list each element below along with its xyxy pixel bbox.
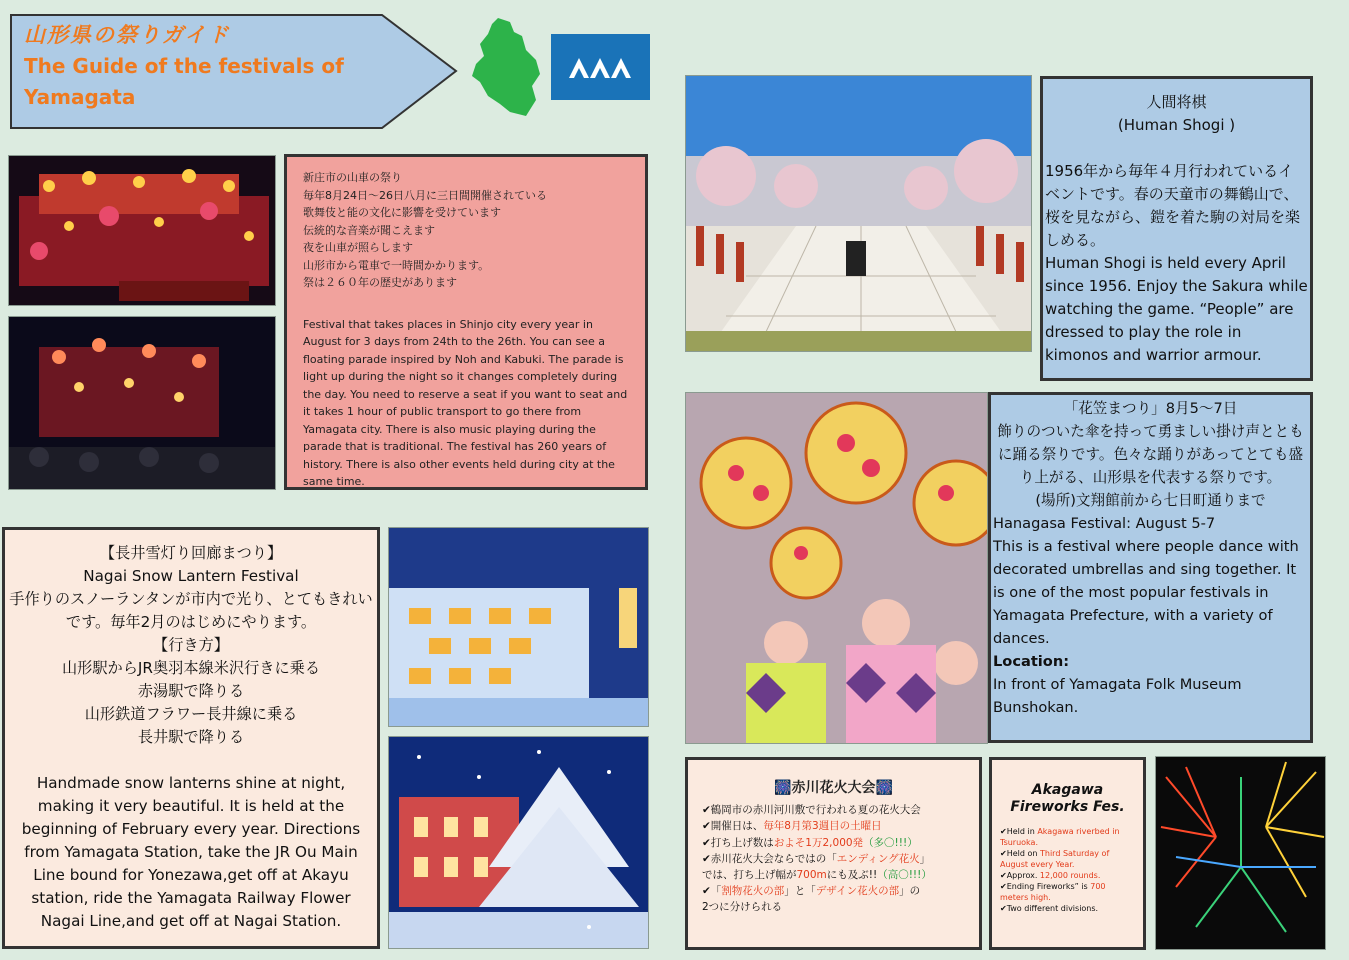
hanagasa-title: 「花笠まつり」8月5〜7日 — [1063, 400, 1238, 417]
hanagasa-en-desc: This is a festival where people dance with decorated umbrellas and sing together. It is one of the most popular festivals in Yamagata Prefecture, with a variety of dances. — [993, 538, 1299, 647]
akagawa-jp-highlight: 毎年8月第3週目の土曜日 — [763, 820, 882, 833]
hanagasa-box — [988, 392, 1313, 743]
shinjo-jp-line: 山形市から電車で一時間かかります。 — [303, 258, 490, 272]
nagai-access-title: 【行き方】 — [153, 636, 229, 654]
akagawa-jp-text: ✔打ち上げ数は — [702, 836, 774, 849]
shinjo-jp-line: 新庄市の山車の祭り — [303, 171, 402, 184]
nagai-access-line: 長井駅で降りる — [137, 728, 245, 746]
akagawa-en-line — [1000, 870, 1135, 881]
shinjo-jp-text — [303, 169, 629, 292]
akagawa-en-text: ✔Held in — [1000, 827, 1038, 836]
akagawa-jp-text: 」 — [919, 852, 931, 865]
shogi-en-text: Human Shogi is held every April since 1956. Enjoy the Sakura while watching the game. “People” are dressed to play the role in kimonos and warrior armour. — [1045, 254, 1308, 364]
nagai-jp-desc: 手作りのスノーランタンが市内で光り、とてもきれいです。毎年2月のはじめにやります。 — [9, 590, 373, 631]
akagawa-en-highlight: 12,000 rounds. — [1039, 871, 1101, 880]
akagawa-en-line — [1000, 881, 1135, 903]
shinjo-jp-line: 伝統的な音楽が聞こえます — [303, 223, 435, 237]
nagai-title-en: Nagai Snow Lantern Festival — [83, 567, 299, 585]
shogi-title-jp: 人間将棋 — [1146, 93, 1207, 111]
akagawa-jp-text: にも及ぶ!! — [826, 869, 878, 882]
aaa-logo-icon — [551, 34, 650, 100]
shinjo-festival-box — [284, 154, 648, 490]
akagawa-jp-line: 2つに分けられる — [702, 901, 783, 914]
akagawa-en-highlight: Third Saturday of August every Year. — [1000, 849, 1110, 869]
akagawa-jp-green: （多〇!!!） — [863, 836, 918, 849]
akagawa-jp-line — [702, 867, 965, 883]
title-jp: 山形県の祭りガイド — [24, 23, 231, 47]
title-banner — [10, 14, 458, 129]
akagawa-jp-highlight: デザイン花火の部 — [815, 885, 900, 898]
akagawa-en-highlight: 700 meters high. — [1000, 882, 1106, 902]
hanagasa-dance-photo — [685, 392, 988, 744]
akagawa-en-highlight: Akagawa riverbed in Tsuruoka. — [1000, 827, 1120, 847]
nagai-box — [2, 527, 380, 949]
nagai-title-jp: 【長井雪灯り回廊まつり】 — [99, 544, 283, 562]
akagawa-en-text: ✔Approx. — [1000, 871, 1040, 880]
akagawa-jp-text: ✔「 — [702, 885, 722, 898]
yamagata-map-icon — [470, 16, 542, 120]
akagawa-jp-highlight: 700m — [796, 869, 827, 882]
hanagasa-jp-desc: 飾りのついた傘を持って勇ましい掛け声とともに踊る祭りです。色々な踊りがあってとても盛り上がる、山形県を代表する祭りです。 — [997, 423, 1304, 486]
akagawa-jp-text: では、打ち上げ幅が — [702, 869, 797, 882]
nagai-access-line: 赤湯駅で降りる — [137, 682, 245, 700]
akagawa-jp-text: 」と「 — [784, 885, 816, 898]
shogi-title-en: (Human Shogi ) — [1117, 116, 1236, 134]
akagawa-jp-box — [685, 757, 982, 950]
hanagasa-location-label: Location: — [993, 653, 1070, 670]
nagai-lantern-photo-1 — [388, 527, 649, 727]
shogi-jp-text: 1956年から毎年４月行われているイベントです。春の天童市の舞鶴山で、桜を見ながら、鎧を着た駒の対局を楽しめる。 — [1045, 162, 1301, 249]
human-shogi-box — [1040, 76, 1313, 381]
shinjo-jp-line: 祭は２６０年の歴史があります — [303, 276, 457, 289]
fireworks-photo — [1155, 756, 1326, 950]
title-en-line1: The Guide of the festivals of — [24, 54, 344, 78]
akagawa-jp-title: 🎆赤川花火大会🎆 — [774, 780, 893, 796]
akagawa-jp-text: 」の — [899, 885, 921, 898]
hanagasa-location-text: In front of Yamagata Folk Museum Bunshokan. — [993, 676, 1242, 716]
akagawa-jp-line: ✔鶴岡市の赤川河川敷で行われる夏の花火大会 — [702, 804, 921, 817]
akagawa-jp-line — [702, 883, 965, 899]
akagawa-jp-line — [702, 851, 965, 867]
akagawa-jp-highlight: およそ1万2,000発 — [773, 836, 864, 849]
hanagasa-en-title: Hanagasa Festival: August 5-7 — [993, 515, 1216, 532]
title-en-line2: Yamagata — [24, 85, 136, 109]
human-shogi-photo — [685, 75, 1032, 352]
nagai-access-line: 山形駅からJR奥羽本線米沢行きに乗る — [61, 659, 321, 677]
shinjo-jp-line: 歌舞伎と能の文化に影響を受けています — [303, 206, 501, 219]
akagawa-en-text: ✔Ending Fireworks” is — [1000, 882, 1091, 891]
nagai-access-line: 山形鉄道フラワー長井線に乗る — [84, 705, 298, 723]
shinjo-en-text: Festival that takes places in Shinjo city every year in August for 3 days from 24th to the 26th. You can see a floating parade inspired by Noh and Kabuki. The parade is light up during the night so it changes completely during the day. You need to reserve a seat if you want to seat and it takes 1 hour of public transport to go there from Yamagata city. There is also music playing during the parade that is traditional. The festival has 260 years of history. There is also other events held during city at the same time. — [303, 317, 628, 488]
shinjo-jp-line: 毎年8月24日〜26日八月に三日間開催されている — [303, 188, 547, 202]
akagawa-jp-text: ✔赤川花火大会ならではの「 — [702, 852, 837, 865]
akagawa-en-line — [1000, 848, 1135, 870]
shinjo-float-photo-2 — [8, 316, 276, 490]
akagawa-jp-highlight: 割物花火の部 — [721, 885, 785, 898]
akagawa-en-title — [1000, 782, 1135, 816]
akagawa-jp-line — [702, 835, 965, 851]
akagawa-en-line — [1000, 826, 1135, 848]
akagawa-en-box — [989, 757, 1146, 950]
hanagasa-jp-place: (場所)文翔館前から七日町通りまで — [1035, 492, 1266, 509]
nagai-lantern-photo-2 — [388, 736, 649, 949]
akagawa-en-title-2: Fireworks Fes. — [1010, 799, 1125, 815]
shinjo-float-photo-1 — [8, 155, 276, 306]
akagawa-en-title-1: Akagawa — [1031, 782, 1104, 798]
nagai-en-text: Handmade snow lanterns shine at night, making it very beautiful. It is held at the beginning of February every year. Directions from Yamagata Station, take the JR Ou Main Line bound for Yonezawa,get off at Akayu station, ride the Yamagata Railway Flower Nagai Line,and get off at Nagai Station. — [21, 774, 361, 930]
akagawa-jp-highlight: エンディング花火 — [836, 852, 920, 865]
akagawa-en-text: ✔Held on — [1000, 849, 1040, 858]
akagawa-jp-green: （高〇!!!） — [877, 869, 932, 882]
shinjo-jp-line: 夜を山車が照らします — [303, 241, 413, 254]
akagawa-en-line: ✔Two different divisions. — [1000, 904, 1099, 913]
akagawa-jp-text: ✔開催日は、 — [702, 820, 764, 833]
akagawa-jp-line — [702, 818, 965, 834]
